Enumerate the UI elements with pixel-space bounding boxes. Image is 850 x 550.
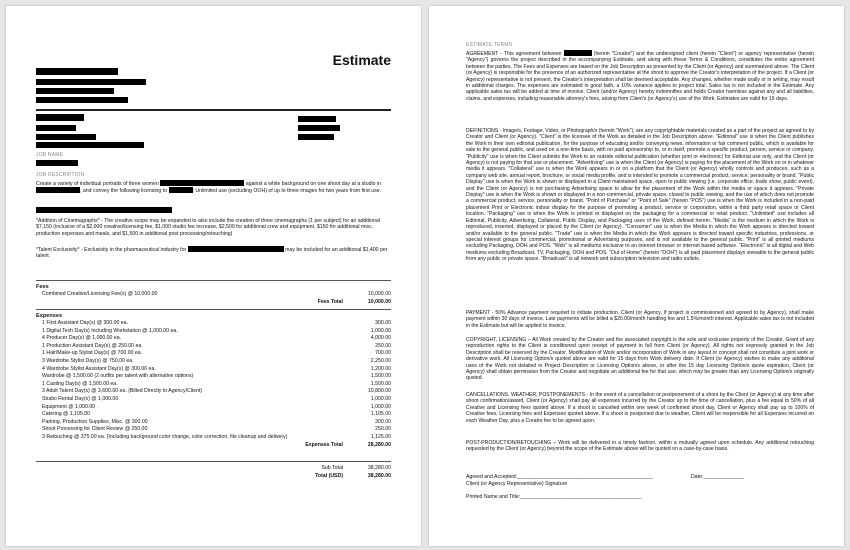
line-item-description: 1 First Assistant Day(s) @ 300.00 ea.	[42, 320, 128, 326]
redacted-client-line	[36, 125, 76, 131]
agreement-clause: AGREEMENT - This agreement between (herein "Creator") and the undersigned client (herein "Client") or agency representative (herein "Agency") governs the project described in the accompanying Estimate, and along with these Terms & Conditions, constitutes the entire agreement between the parties. The Fees and Expenses are based on the Job Description as presented by the Client (or Agency) and summarized above. The Client (or Agency) is responsible for the presence of an authorized representative at the shoot to approve the Creator's interpretation of the project. If a Client (or Agency) representative is not present, the Creator's interpretation shall be deemed acceptable. Any changes, whether made orally or in writing, may result in additional charges. The expenses are estimated in good faith, a 10% variance applies to project total. Sales tax is not included in the Estimate. Any applicable sales tax will be added at time of invoice. Client (and/or Agency) hereby indemnifies and holds Creator harmless against any and all liabilities, claims, and expenses, including reasonable attorney's fees, arising from Client's (or Agency's) use of the Work. Estimates are valid for 15 days.	[466, 51, 815, 102]
line-item-amount: 1,000.00	[370, 327, 391, 334]
line-item-row	[36, 388, 391, 395]
sub-total-row	[36, 465, 391, 472]
line-item-row	[36, 291, 391, 298]
line-item-row	[36, 404, 391, 411]
page-title: Estimate	[332, 52, 391, 68]
payment-clause: PAYMENT - 50% Advance payment required to initiate production. Client (or Agency, if project is commissioned and agreed to by Agency), shall make payment within 30 days of invoice. Late payments will be billed a $20.00/month handling fee and 1.5%/month interest. Applicable sales tax is not included in the Estimate but will be applied to invoice.	[466, 310, 814, 329]
line-item-row	[36, 343, 391, 350]
line-item-amount: 1,200.00	[370, 365, 391, 372]
line-item-amount: 250.00	[375, 426, 391, 433]
fees-heading: Fees	[36, 284, 49, 290]
sub-total-value: 38,280.00	[367, 465, 391, 471]
redacted-estimate-meta	[298, 125, 340, 131]
totals-divider	[36, 461, 391, 462]
fees-total-value: 10,000.00	[367, 298, 391, 305]
total-row	[36, 473, 391, 480]
line-item-description: Studio Rental Day(s) @ 1,000.00	[42, 396, 119, 402]
line-item-amount: 300.00	[375, 320, 391, 326]
line-item-row	[36, 381, 391, 388]
line-item-amount: 10,800.00	[367, 388, 391, 395]
line-item-amount: 1,500.00	[370, 373, 391, 380]
line-item-row	[36, 411, 391, 418]
total-label: Total (USD)	[315, 473, 343, 479]
line-item-description: 3 Retouching @ 375.00 ea. (Including background color change, color correction, file cleanup and delivery)	[42, 434, 288, 440]
printed-name-line[interactable]: Printed Name and Title:__________________________________________	[466, 494, 642, 500]
redacted-creator-name	[36, 68, 118, 75]
line-item-row	[36, 426, 391, 433]
line-item-description: 4 Wardrobe Stylist Assistant Day(s) @ 300.00 ea.	[42, 365, 156, 372]
terms-page	[429, 6, 844, 546]
line-item-description: 1 Casting Day(s) @ 1,500.00 ea.	[42, 380, 118, 387]
expenses-total-value: 28,280.00	[367, 441, 391, 448]
line-item-row	[36, 419, 391, 426]
redacted-client-line	[36, 134, 96, 140]
redacted-creator	[564, 50, 592, 56]
signature-caption: Client (or Agency Representative) Signature	[466, 481, 568, 487]
redacted-creator-city	[36, 88, 114, 94]
line-item-row	[36, 434, 391, 441]
line-item-description: 1 Hair/Make-up Stylist Day(s) @ 700.00 ea.	[42, 350, 143, 357]
line-item-description: Equipment @ 1,000.00	[42, 403, 96, 410]
redacted-exclusivity-term	[188, 246, 284, 252]
agreed-signature-line[interactable]: Agreed and Accepted:_______________________________________________	[466, 474, 653, 480]
line-item-amount: 4,000.00	[370, 335, 391, 342]
date-line[interactable]: Date:______________	[691, 474, 744, 480]
redacted-creator-address	[36, 79, 146, 85]
redacted-client	[160, 180, 244, 186]
line-item-amount: 1,500.00	[370, 380, 391, 387]
line-item-amount: 1,125.00	[370, 434, 391, 440]
line-item-description: 1 Production Assistant Day(s) @ 250.00 ea.	[42, 342, 143, 349]
line-item-row	[36, 328, 391, 335]
line-item-row	[36, 366, 391, 373]
estimate-page	[6, 6, 421, 546]
redacted-licensee	[169, 187, 193, 193]
line-item-amount: 1,105.00	[370, 411, 391, 418]
expenses-total	[36, 442, 391, 449]
expenses-heading: Expenses	[36, 313, 63, 319]
line-item-description: 3 Adult Talent Day(s) @ 3,600.00 ea. (Billed Directly to Agency/Client)	[42, 388, 203, 395]
line-item-row	[36, 373, 391, 380]
addition-cinemagraphs-note: *Addition of Cinemagraphs* - The creative scope may be expanded to also include the creation of three cinemagraphs (1 per subject) for an additional $7,150 (inclusive of a $2,000 creative/licensing fee, $1,000 studio fee increase, $2,500 for additional crew and equipment, $150 for additional misc. production expenses and meals, and $1,500 in additional post processing/retouching)	[36, 218, 380, 237]
expenses-total-label: Expenses Total	[305, 441, 343, 448]
redacted-client-name	[36, 114, 84, 121]
line-item-row	[36, 358, 391, 365]
line-item-row	[36, 396, 391, 403]
copyright-clause: COPYRIGHT, LICENSING – All Work created by the Creator and the associated copyright is the sole and exclusive property of the Creator. Grant of any reproduction rights to the Client is conditioned upon receipt of payment in full from Client (or Agency). All rights not expressly granted in the Job Description shall be reserved by the Creator. Modification of Work and/or incorporation of Work in any layout or concept shall not constitute a joint work or derivative work. All Licensing Option/s quoted above are valid for 15 days from Work delivery date. If Client (or Agency) wishes to make any additional uses of the Work not detailed in Project Description or Licensing Option/s above, or after the 15 day Licensing Option/s quote expiration, Client (or Agency) shall obtain permission from the Creator and negotiate an additional fee for that use, which may be greater than any Licensing Option/s originally quoted.	[466, 337, 814, 382]
line-item-amount: 250.00	[375, 342, 391, 349]
line-item-description: 4 Producer Day(s) @ 1,000.00 ea.	[42, 335, 122, 342]
redacted-location	[36, 187, 80, 193]
line-item-description: Combined Creative/Licensing Fee(s) @ 10,000.00	[42, 291, 158, 297]
line-item-row	[36, 320, 391, 327]
line-item-amount: 300.00	[375, 418, 391, 425]
redacted-option-title	[36, 207, 172, 213]
definitions-clause: DEFINITIONS - Image/s, Footage, Video, or Photograph/s (herein "Work"), are any copyrightable materials created as a part of the project as agreed to by Creator and Client (or Agency). "Client" is the licensee of the Work as detailed in the Job Description above. "Editorial" use is when the Client publishes the Work in their own editorial publication, for the purpose of educating and/or conveying news, information or fair comment public, which is available for sale to the general public, and used on a one-time basis, with no paid sponsorship to, or in itself, promote a specific product, person, service or company. "Publicity" use is when the Client submits the Work to an outside editorial publication (whether print or electronic) for Editorial use only, and the Client (or Agency) is not paying for that use or placement. "Advertising" use is when the Client (or Agency) is paying for the placement of the Work on or in whatever media it appears. "Collateral" use is when the Work appears in or on a platform that the Client (or Agency) wholly controls and produces, such as a company web site, annual report, brochure, or social media profile, and is intended to promote a commercial product, service, personality or brand. "Public Display" use is when the Work is shown or displayed in a Client maintained space, open to public viewing (i.e. corporate office, trade show, public event), and the Client (or Agency) is not purchasing Advertising space to allow for the placement of the Work within the media or space it appears. "Private Display" use is when the Work is shown or displayed in a non-commercial, private space, closed to public viewing, and the use of which does not promote a commercial product, service, personality or brand. "Point of Purchase" or "Point of Sale" (herein "POS") use is when the Work is included in a non-paid placement Print or Electronic indoor display for the purpose of promoting a product, service or corporation, within a third party retail space or Client location. "Packaging" use is when the Work is printed or displayed on the packaging for a commercial or retail product. "Unlimited" use includes all Editorial, Publicity, Advertising, Collateral, Public Display, and Packaging uses of the Work, defined herein. "Media" is the medium in which the Work is reproduced, inserted, displayed or placed by the Client (or Agency). "Consumer" use is when the Media in which the Work appears is directed toward and/or available to the general public. "Trade" use is when the Media in which the Work appears is directed toward specific industries, professions, or special interest groups for commercial, promotional or Advertising purposes, and is not available to the general public. "Print" is all printed mediums excluding Packaging, OOH and POS. "Web" is all mediums exclusive to an internet browser or internet based software. "Electronic" is all digital and Web mediums excluding Broadcast, TV, Packaging, OOH and POS. "Out of Home" (herein "OOH") is all paid placement displays viewable to the general public from any public or private space. "Broadcast" is all network and subscription television and radio outlets.	[466, 128, 814, 263]
line-item-amount: 2,250.00	[370, 358, 391, 364]
line-item-amount: 1,000.00	[370, 396, 391, 402]
redacted-job-name	[36, 160, 78, 166]
line-item-amount: 1,000.00	[370, 403, 391, 410]
line-item-amount: 700.00	[375, 350, 391, 357]
redacted-client-line	[36, 142, 144, 148]
job-name-label: JOB NAME	[36, 152, 64, 158]
redacted-estimate-meta	[298, 134, 334, 140]
line-item-description: 1 Digital Tech Day(s) Including Workstation @ 1,000.00 ea.	[42, 327, 178, 334]
post-production-clause: POST-PRODUCTION/RETOUCHING – Work will be delivered in a timely fashion, within a mutually agreed upon schedule. Any additional retouching requested by the Client (or Agency) beyond the scope of the Estimate above will be quoted on a case-by-case basis.	[466, 440, 814, 453]
terms-label: ESTIMATE TERMS	[466, 42, 513, 48]
fees-total-label: Fees Total	[317, 298, 343, 305]
line-item-row	[36, 335, 391, 342]
redacted-creator-contact	[36, 97, 128, 103]
job-description-label: JOB DESCRIPTION	[36, 172, 85, 178]
fees-total	[36, 299, 391, 306]
line-item-description: 3 Wardrobe Stylist Day(s) @ 750.00 ea.	[42, 358, 134, 364]
line-item-description: Parking, Production Supplies, Misc. @ 300.00	[42, 418, 148, 425]
talent-exclusivity-note: *Talent Exclusivity* - Exclusivity in the pharmaceutical industry for may be included for an additional $1,400 per talent.	[36, 247, 388, 260]
cancellations-clause: CANCELLATIONS, WEATHER, POSTPONEMENTS - In the event of a cancellation or postponement of a shoot by the Client (or Agency) at any time after shoot confirmation/award, Client (or Agency) shall pay all expenses incurred by the Creator up to the time of cancellation, plus a fee equal to 50% of all Creative and Licensing fees quoted above. If a shoot is cancelled within one week of confirmed shoot day, Client or Agency shall pay up to 100% of Creative fees, Licensing fees and Expenses quoted above. If a shoot is postponed due to weather, Client will be responsible for all Expenses incurred on each Weather Day, plus a Creator fee to be agreed upon.	[466, 392, 814, 424]
line-item-description: Shoot Processing for Client Review @ 250.00	[42, 426, 148, 433]
expenses-divider	[36, 309, 391, 310]
line-item-description: Catering @ 1,105.00	[42, 411, 90, 418]
total-value: 38,280.00	[367, 473, 391, 479]
line-item-row	[36, 350, 391, 357]
header-divider	[36, 109, 391, 111]
sub-total-label: Sub Total	[321, 465, 343, 471]
line-item-amount: 10,000.00	[367, 291, 391, 297]
line-item-description: Wardrobe @ 1,500.00 (2 outfits per talent with alternative options)	[42, 373, 194, 380]
job-description: Create a variety of individual portraits of three women against a white background on one shoot day at a studio in , and convey the following licensing to : Unlimited use (excluding OOH) of up to three images for two years from first use.	[36, 181, 382, 195]
redacted-estimate-meta	[298, 116, 336, 122]
fees-divider	[36, 280, 391, 281]
